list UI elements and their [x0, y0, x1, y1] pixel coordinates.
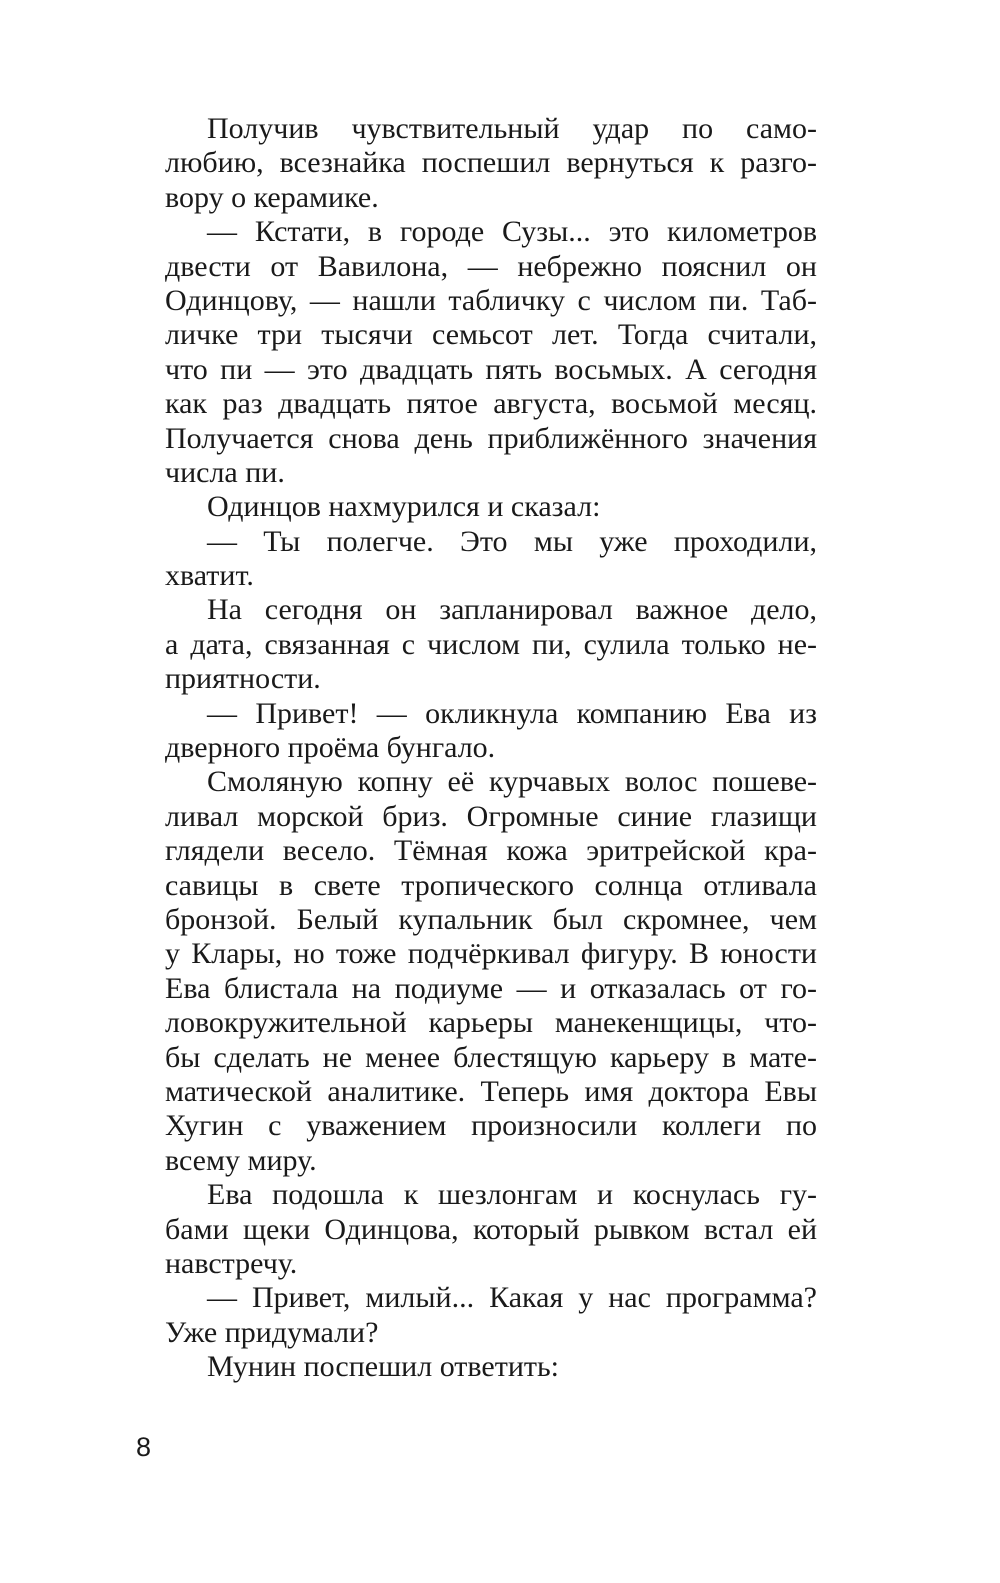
text-line: — Кстати, в городе Сузы... это километров	[207, 215, 817, 249]
text-line: Хугин с уважением произносили коллеги по	[165, 1109, 817, 1143]
text-line: Смоляную копну её курчавых волос пошеве-	[207, 765, 817, 799]
text-line: матической аналитике. Теперь имя доктора Евы	[165, 1074, 817, 1108]
text-line: Ева блистала на подиуме — и отказалась от го-	[165, 971, 817, 1005]
text-line: Ева подошла к шезлонгам и коснулась гу-	[207, 1178, 817, 1212]
text-line: у Клары, но тоже подчёркивал фигуру. В юности	[165, 937, 817, 971]
text-line: савицы в свете тропического солнца отливала	[165, 868, 817, 902]
text-line: бами щеки Одинцова, который рывком встал ей	[165, 1212, 817, 1246]
text-line: любию, всезнайка поспешил вернуться к разго-	[165, 146, 817, 180]
text-line: Уже придумали?	[165, 1315, 379, 1349]
text-line: двести от Вавилона, — небрежно пояснил он	[165, 249, 817, 283]
text-line: Получив чувствительный удар по само-	[207, 112, 817, 145]
text-line: а дата, связанная с числом пи, сулила только не-	[165, 627, 817, 661]
text-line: глядели весело. Тёмная кожа эритрейской кра-	[165, 834, 817, 868]
text-line: Одинцов нахмурился и сказал:	[207, 490, 601, 524]
text-line: бронзой. Белый купальник был скромнее, чем	[165, 902, 817, 936]
text-line: — Привет! — окликнула компанию Ева из	[207, 696, 817, 730]
text-line: Получается снова день приближённого значения	[165, 421, 817, 455]
text-line: хватит.	[165, 559, 254, 593]
text-line: — Привет, милый... Какая у нас программа?	[207, 1281, 817, 1315]
text-line: ловокружительной карьеры манекенщицы, что-	[165, 1006, 817, 1040]
text-line: На сегодня он запланировал важное дело,	[207, 593, 817, 627]
text-line: приятности.	[165, 662, 321, 696]
text-line: что пи — это двадцать пять восьмых. А сегодня	[165, 352, 817, 386]
text-line: бы сделать не менее блестящую карьеру в мате-	[165, 1040, 817, 1074]
text-line: числа пи.	[165, 455, 285, 489]
text-line: вору о керамике.	[165, 180, 379, 214]
text-line: Одинцову, — нашли табличку с числом пи. Таб-	[165, 283, 817, 317]
text-line: личке три тысячи семьсот лет. Тогда считали,	[165, 318, 817, 352]
body-text	[165, 112, 817, 1384]
text-line: ливал морской бриз. Огромные синие глазищи	[165, 799, 817, 833]
text-line: всему миру.	[165, 1143, 317, 1177]
text-line: как раз двадцать пятое августа, восьмой месяц.	[165, 387, 817, 421]
text-line: навстречу.	[165, 1246, 298, 1280]
text-line: Мунин поспешил ответить:	[207, 1350, 560, 1384]
text-line: дверного проёма бунгало.	[165, 731, 496, 765]
page-number: 8	[136, 1432, 152, 1462]
text-line: — Ты полегче. Это мы уже проходили,	[207, 524, 817, 558]
